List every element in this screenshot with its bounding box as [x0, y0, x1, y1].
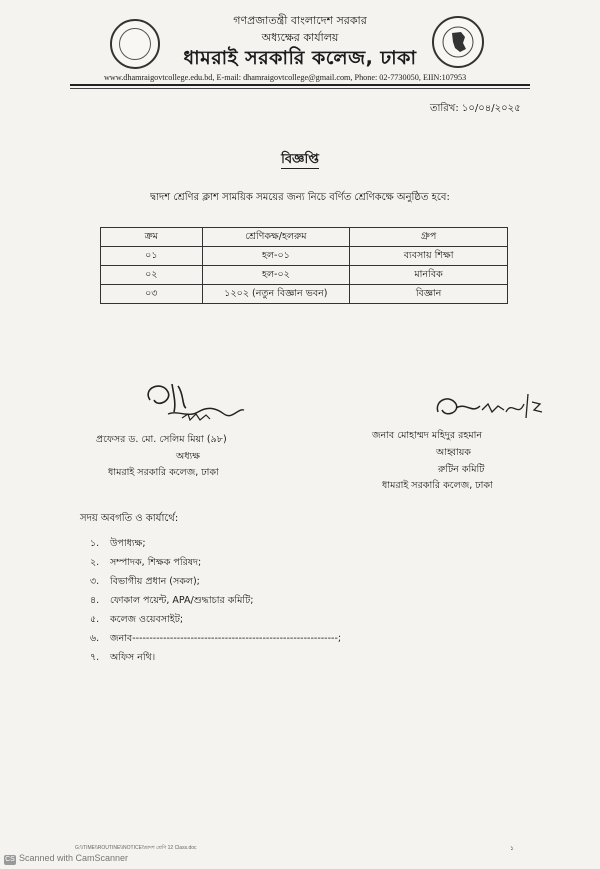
cell-serial: ০২ [101, 266, 203, 285]
camscanner-icon: CS [5, 856, 15, 863]
table-header-row [101, 228, 508, 247]
header-college-name: ধামরাই সরকারি কলেজ, ঢাকা [183, 47, 417, 69]
routine-committee: রুটিন কমিটি [438, 464, 485, 475]
notice-date: তারিখ: ১০/০৪/২০২৫ [430, 103, 521, 114]
notice-intro: দ্বাদশ শ্রেণির ক্লাশ সাময়িক সময়ের জন্য নিচে বর্ণিত শ্রেণিকক্ষে অনুষ্ঠিত হবে: [150, 192, 450, 203]
table-row [101, 247, 508, 266]
list-item [90, 651, 341, 670]
notice-title-text: বিজ্ঞপ্তি [281, 152, 319, 167]
header-contact-line: www.dhamraigovtcollege.edu.bd, E-mail: dhamraigovtcollege@gmail.com, Phone: 02-7730050, EIIN:107953 [104, 73, 467, 82]
header-divider-thin [70, 88, 530, 89]
distribution-heading: সদয় অবগতি ও কার্যার্থে: [80, 513, 179, 524]
page-number: ১ [510, 845, 514, 852]
classroom-table [100, 227, 508, 304]
header-office-line: অধ্যক্ষের কার্যালয় [261, 31, 339, 44]
convener-signature [432, 388, 552, 428]
principal-name: প্রফেসর ড. মো. সেলিম মিয়া (৯৮) [96, 434, 227, 445]
file-path-footnote: G:\\TIME\\ROUTINE\\NOTICE\\দ্বাদশ শ্রেণি 12 Class.doc [75, 845, 197, 851]
table-row [101, 285, 508, 304]
table-row [101, 266, 508, 285]
list-item-number: ৩. [90, 576, 100, 587]
cell-room: ১২০২ (নতুন বিজ্ঞান ভবন) [202, 285, 350, 304]
col-room-header: শ্রেণিকক্ষ/হলরুম [202, 228, 350, 247]
cell-room: হল-০১ [202, 247, 350, 266]
col-serial-header: ক্রম [101, 228, 203, 247]
list-item-number: ৫. [90, 614, 100, 625]
list-item-text: জনাব------------------------------------------------------------; [110, 633, 342, 644]
cell-room: হল-০২ [202, 266, 350, 285]
list-item [90, 537, 341, 556]
list-item-text: উপাধ্যক্ষ; [110, 538, 146, 549]
camscanner-watermark [4, 853, 128, 865]
cell-group: মানবিক [350, 266, 508, 285]
cell-serial: ০৩ [101, 285, 203, 304]
list-item [90, 632, 341, 651]
principal-role: অধ্যক্ষ [176, 451, 201, 462]
convener-name: জনাব মোহাম্মদ মহিদুর রহমান [372, 430, 483, 441]
convener-role: আহ্বায়ক [436, 447, 471, 458]
header-government-line: গণপ্রজাতন্ত্রী বাংলাদেশ সরকার [233, 14, 367, 27]
list-item-text: সম্পাদক, শিক্ষক পরিষদ; [110, 557, 202, 568]
cell-group: বিজ্ঞান [350, 285, 508, 304]
notice-title [0, 150, 600, 171]
cell-serial: ০১ [101, 247, 203, 266]
list-item-number: ৪. [90, 595, 100, 606]
list-item-text: অফিস নথি। [110, 652, 156, 663]
camscanner-text: Scanned with CamScanner [19, 853, 129, 863]
col-group-header: গ্রুপ [350, 228, 508, 247]
list-item-number: ১. [90, 538, 100, 549]
list-item-text: কলেজ ওয়েবসাইট; [110, 614, 184, 625]
convener-org: ধামরাই সরকারি কলেজ, ঢাকা [382, 480, 493, 491]
list-item-number: ২. [90, 557, 100, 568]
list-item [90, 556, 341, 575]
list-item-number: ৭. [90, 652, 100, 663]
list-item [90, 575, 341, 594]
list-item-number: ৬. [90, 633, 100, 644]
list-item [90, 594, 341, 613]
distribution-list [90, 537, 341, 670]
principal-signature [138, 378, 248, 426]
list-item [90, 613, 341, 632]
cell-group: ব্যবসায় শিক্ষা [350, 247, 508, 266]
list-item-text: বিভাগীয় প্রধান (সকল); [110, 576, 200, 587]
list-item-text: ফোকাল পয়েন্ট, APA/শুদ্ধাচার কমিটি; [110, 595, 254, 606]
header-divider [70, 84, 530, 86]
principal-org: ধামরাই সরকারি কলেজ, ঢাকা [108, 467, 219, 478]
